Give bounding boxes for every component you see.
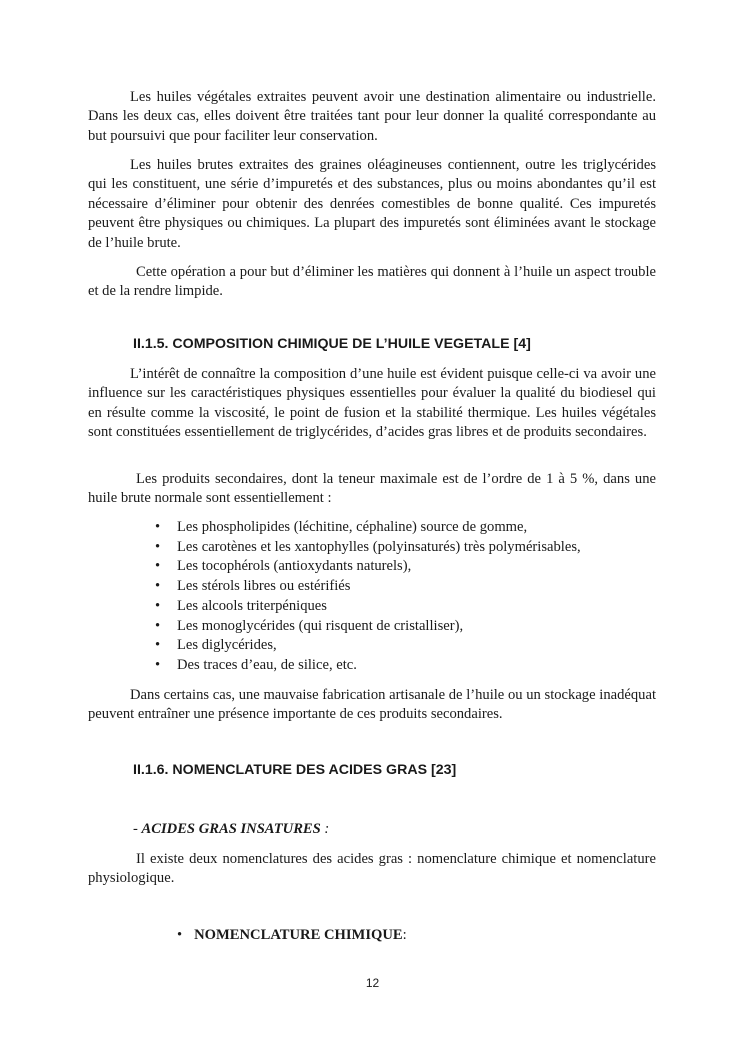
list-item: • Les alcools triterpéniques xyxy=(155,597,581,617)
bullet-icon: • xyxy=(177,927,183,943)
paragraph-destination: Les huiles végétales extraites peuvent avoir une destination alimentaire ou industrielle. Dans les deux cas, elles doivent être traitées tant pour leur donner la qualité correspondante au but poursuivi que pour faciliter leur conservation. xyxy=(88,89,656,144)
bullet-icon: • xyxy=(155,538,161,555)
bullet-icon: • xyxy=(155,617,161,634)
list-item: • Des traces d’eau, de silice, etc. xyxy=(155,656,581,676)
paragraph-deux-nomenclatures: Il existe deux nomenclatures des acides gras : nomenclature chimique et nomenclature physiologique. xyxy=(88,851,656,887)
list-item: • Les carotènes et les xantophylles (polyinsaturés) très polymérisables, xyxy=(155,538,581,558)
paragraph-huiles-brutes: Les huiles brutes extraites des graines oléagineuses contiennent, outre les triglycérides qui les constituent, une série d’impuretés et des substances, plus ou moins abondantes qu’il est nécessaire d’éliminer pour obtenir des denrées comestibles de bonne qualité. Ces impuretés peuvent être physiques ou chimiques. La plupart des impuretés sont éliminées avant le stockage de l’huile brute. xyxy=(88,157,656,251)
section-heading-nomenclature: II.1.6. NOMENCLATURE DES ACIDES GRAS [23] xyxy=(133,762,457,778)
paragraph-fabrication-artisanale: Dans certains cas, une mauvaise fabrication artisanale de l’huile ou un stockage inadéquat peuvent entraîner une présence importante de ces produits secondaires. xyxy=(88,687,656,723)
paragraph-interet-composition: L’intérêt de connaître la composition d’une huile est évident puisque celle-ci va avoir une influence sur les caractéristiques physiques essentielles pour évaluer la qualité du biodiesel qui en résulte comme la viscosité, le point de fusion et la stabilité thermique. Les huiles végétales sont constituées essentiellement de triglycérides, d’acides gras libres et de produits secondaires. xyxy=(88,366,656,441)
bullet-icon: • xyxy=(155,597,161,614)
section-heading-composition: II.1.5. COMPOSITION CHIMIQUE DE L’HUILE VEGETALE [4] xyxy=(133,336,531,352)
paragraph-produits-secondaires: Les produits secondaires, dont la teneur maximale est de l’ordre de 1 à 5 %, dans une huile brute normale sont essentiellement : xyxy=(88,471,656,507)
paragraph-operation: Cette opération a pour but d’éliminer les matières qui donnent à l’huile un aspect trouble et de la rendre limpide. xyxy=(88,264,656,300)
bullet-icon: • xyxy=(155,578,161,595)
page-number: 12 xyxy=(365,976,380,990)
list-item: • Les monoglycérides (qui risquent de cristalliser), xyxy=(155,617,581,637)
list-item: • Les diglycérides, xyxy=(155,636,581,656)
nomenclature-chimique-item: • NOMENCLATURE CHIMIQUE: xyxy=(177,927,407,943)
list-item: • Les phospholipides (léchitine, céphaline) source de gomme, xyxy=(155,518,581,538)
list-item: • Les stérols libres ou estérifiés xyxy=(155,577,581,597)
secondary-products-list xyxy=(155,518,581,676)
bullet-icon: • xyxy=(155,637,161,654)
bullet-icon: • xyxy=(155,558,161,575)
bullet-icon: • xyxy=(155,519,161,535)
list-item: • Les tocophérols (antioxydants naturels), xyxy=(155,557,581,577)
bullet-icon: • xyxy=(155,656,161,673)
subsection-label-acides-insatures: - ACIDES GRAS INSATURES : xyxy=(133,821,330,837)
